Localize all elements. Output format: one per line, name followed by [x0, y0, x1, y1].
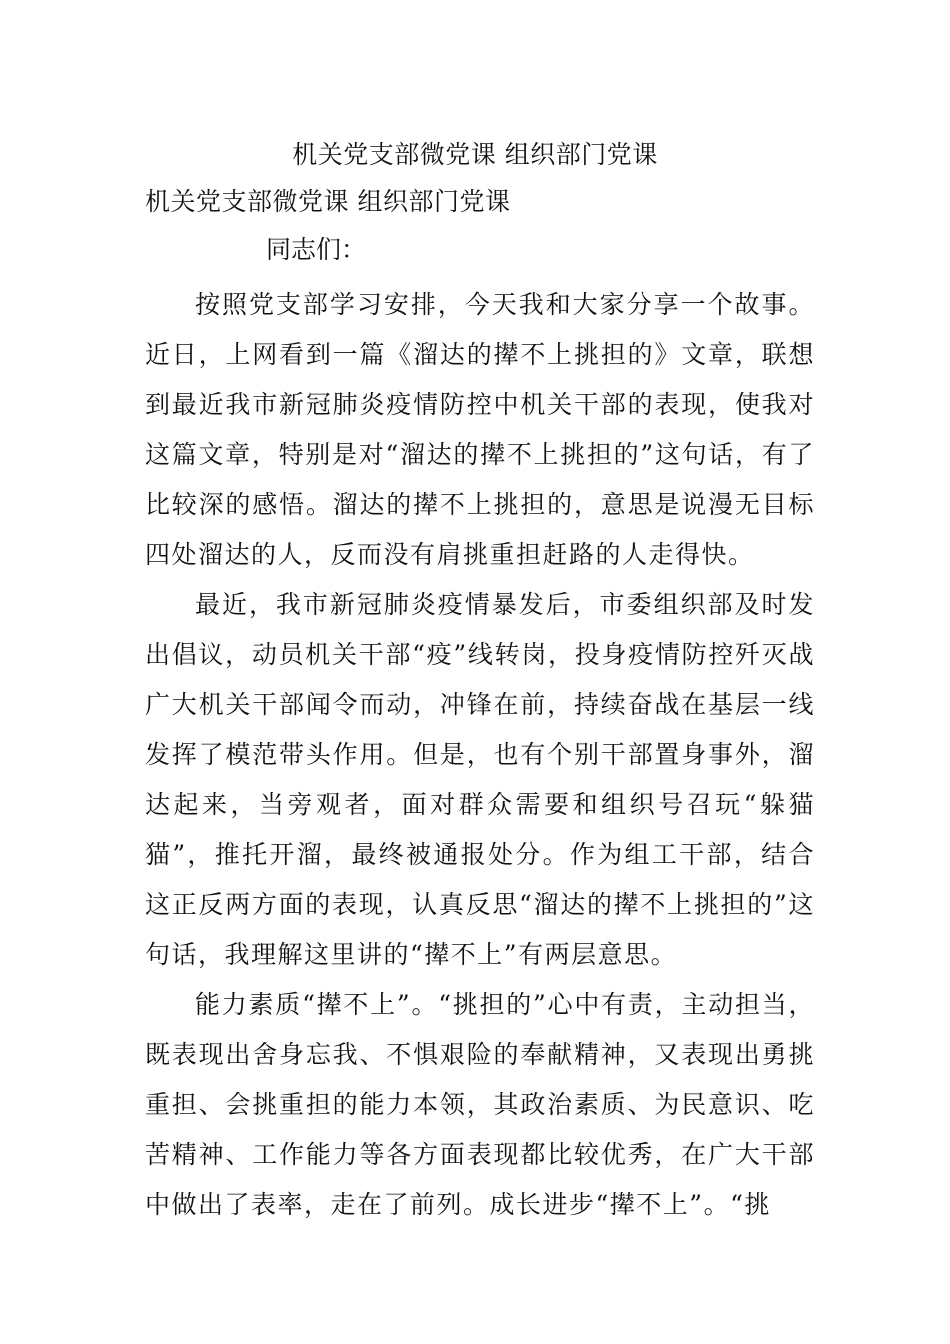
- document-subtitle: 机关党支部微党课 组织部门党课: [145, 187, 511, 216]
- paragraph-ability: 能力素质“撵不上”。“挑担的”心中有责，主动担当，既表现出舍身忘我、不惧艰险的奉献精神，又表现出勇挑重担、会挑重担的能力本领，其政治素质、为民意识、吃苦精神、工作能力等各方面表现都比较优秀，在广大干部中做出了表率，走在了前列。成长进步“撵不上”。“挑: [145, 990, 815, 1219]
- paragraph-intro: 按照党支部学习安排，今天我和大家分享一个故事。近日，上网看到一篇《溜达的撵不上挑担的》文章，联想到最近我市新冠肺炎疫情防控中机关干部的表现，使我对这篇文章，特别是对“溜达的撵不上挑担的”这句话，有了比较深的感悟。溜达的撵不上挑担的，意思是说漫无目标四处溜达的人，反而没有肩挑重担赶路的人走得快。: [145, 290, 815, 569]
- greeting-line: 同志们：: [266, 235, 367, 264]
- paragraph-background: 最近，我市新冠肺炎疫情暴发后，市委组织部及时发出倡议，动员机关干部“疫”线转岗，投身疫情防控歼灭战广大机关干部闻令而动，冲锋在前，持续奋战在基层一线发挥了模范带头作用。但是，也有个别干部置身事外，溜达起来，当旁观者，面对群众需要和组织号召玩“躲猫猫”，推托开溜，最终被通报处分。作为组工干部，结合这正反两方面的表现，认真反思“溜达的撵不上挑担的”这句话，我理解这里讲的“撵不上”有两层意思。: [145, 590, 815, 969]
- document-title: 机关党支部微党课 组织部门党课: [292, 140, 658, 169]
- body-text: [145, 280, 815, 1230]
